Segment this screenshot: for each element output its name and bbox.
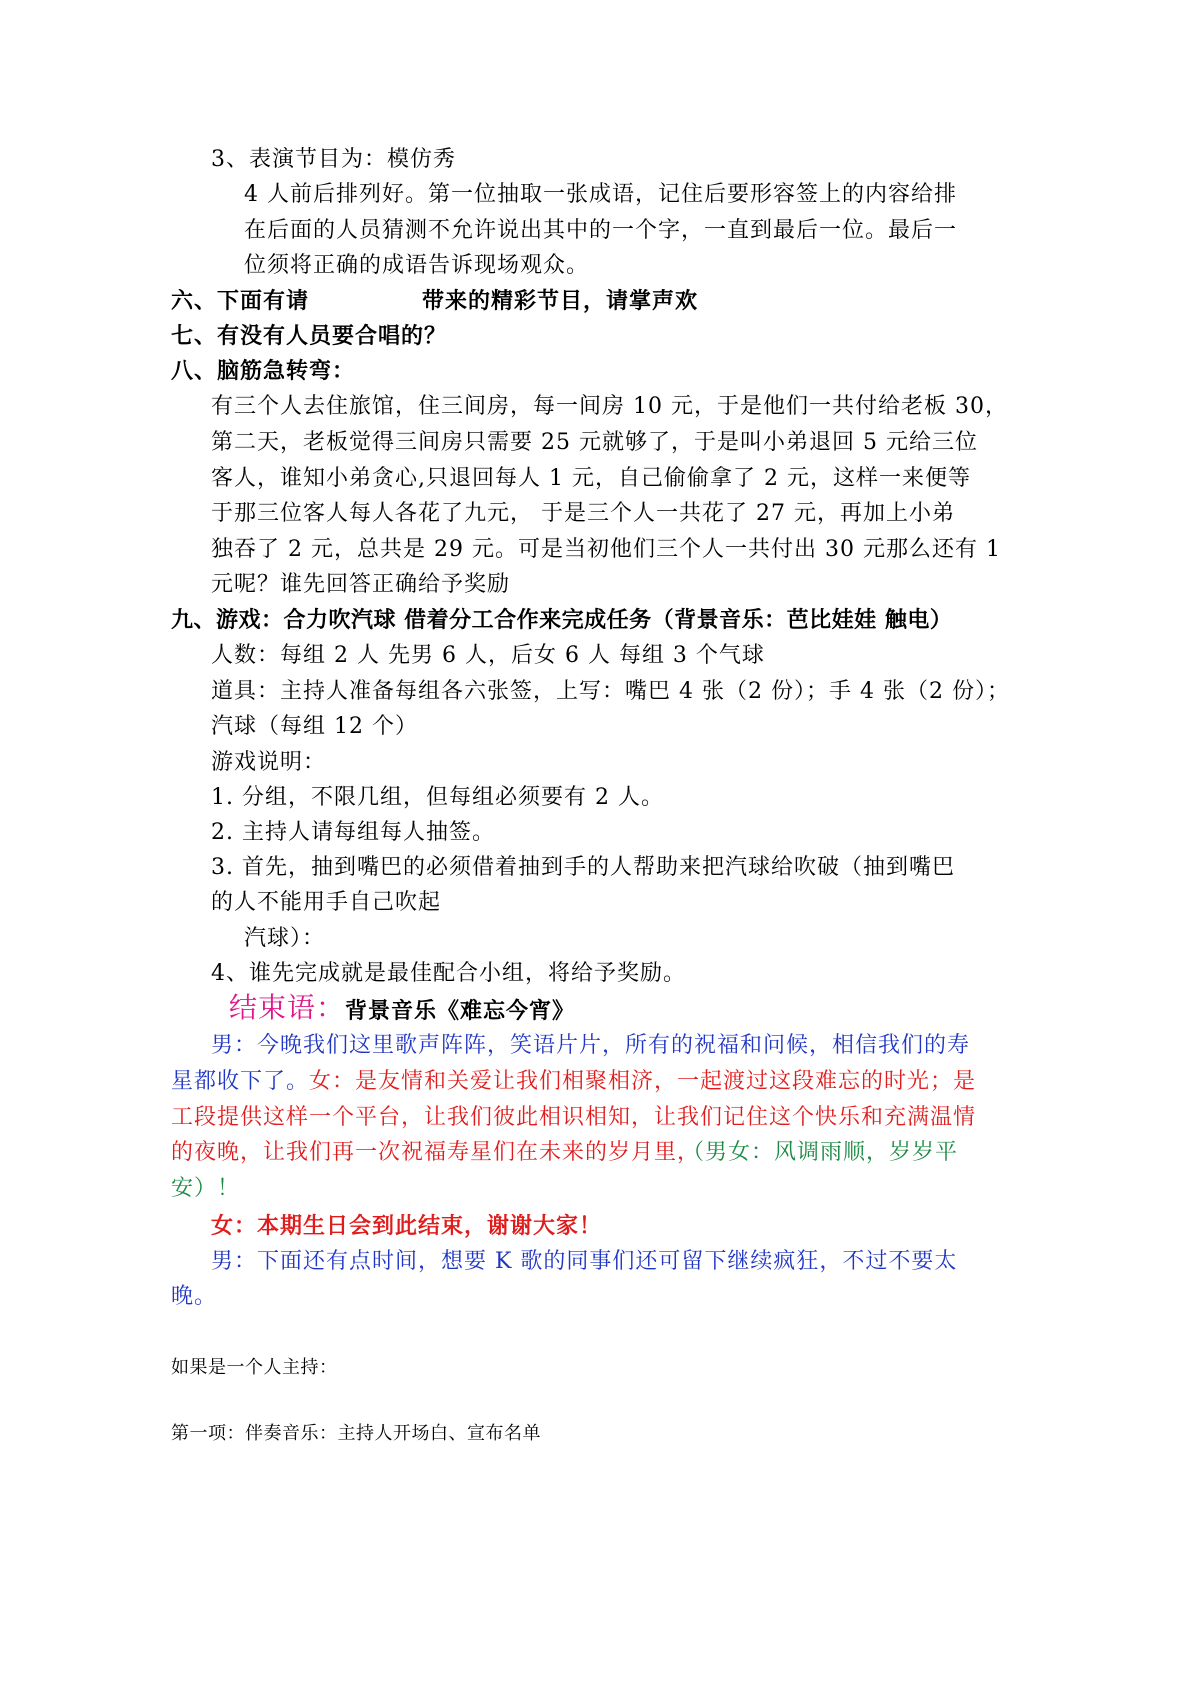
section-8-heading: 八、脑筋急转弯： [171,358,356,384]
riddle-line: 第二天，老板觉得三间房只需要 25 元就够了，于是叫小弟退回 5 元给三位 [211,430,978,455]
section-6-heading-cont: 带来的精彩节目，请掌声欢 [422,288,699,314]
riddle-line: 独吞了 2 元，总共是 29 元。可是当初他们三个人一共付出 30 元那么还有 1 [211,537,1001,562]
game-rule-1: 1. 分组，不限几组，但每组必须要有 2 人。 [211,785,664,810]
section-9-heading: 九、游戏：合力吹汽球 借着分工合作来完成任务（背景音乐：芭比娃娃 触电） [171,607,953,633]
closing-title: 结束语： [229,991,346,1024]
game-rule-3-cont: 的人不能用手自己吹起 [211,890,442,915]
solo-host-item-1: 第一项：伴奏音乐：主持人开场白、宣布名单 [171,1423,541,1444]
section-6-heading: 六、下面有请 [171,288,310,314]
game-rule-4: 4、谁先完成就是最佳配合小组，将给予奖励。 [211,961,686,986]
female-line-1-cont: 工段提供这样一个平台，让我们彼此相识相知，让我们记住这个快乐和充满温情 [171,1105,977,1130]
closing-music: 背景音乐《难忘今宵》 [345,998,576,1024]
riddle-line: 元呢？谁先回答正确给予奖励 [211,572,511,597]
together-line-cont: 安）！ [171,1176,241,1201]
riddle-line: 客人，谁知小弟贪心,只退回每人 1 元，自己偷偷拿了 2 元，这样一来便等 [211,466,971,491]
item3-line-3: 位须将正确的成语告诉现场观众。 [244,253,590,278]
female-line-1-end: 的夜晚，让我们再一次祝福寿星们在未来的岁月里， [171,1140,701,1165]
game-rule-3-end: 汽球）： [244,926,326,951]
section-7-heading: 七、有没有人员要合唱的？ [171,323,448,349]
game-props-line-1: 道具：主持人准备每组各六张签，上写：嘴巴 4 张（2 份）；手 4 张（2 份）； [211,679,1010,704]
item3-title: 3、表演节目为：模仿秀 [211,147,456,172]
game-people: 人数：每组 2 人 先男 6 人，后女 6 人 每组 3 个气球 [211,643,765,668]
game-rules-title: 游戏说明： [211,750,327,775]
together-line: （男女：风调雨顺，岁岁平 [682,1140,959,1165]
item3-line-1: 4 人前后排列好。第一位抽取一张成语，记住后要形容签上的内容给排 [244,182,957,207]
game-rule-3: 3. 首先，抽到嘴巴的必须借着抽到手的人帮助来把汽球给吹破（抽到嘴巴 [211,855,955,880]
solo-host-intro: 如果是一个人主持： [171,1357,338,1378]
item3-line-2: 在后面的人员猜测不允许说出其中的一个字，一直到最后一位。最后一 [244,218,958,243]
male-line-2: 男：下面还有点时间，想要 K 歌的同事们还可留下继续疯狂，不过不要太 [211,1249,958,1274]
game-props-line-2: 汽球（每组 12 个） [211,714,418,739]
female-line-2: 女：本期生日会到此结束，谢谢大家！ [211,1213,603,1239]
male-line-1-cont: 星都收下了。 [171,1069,310,1094]
male-line-2-cont: 晚。 [171,1284,218,1309]
riddle-line: 于那三位客人每人各花了九元， 于是三个人一共花了 27 元，再加上小弟 [211,501,955,526]
female-line-1: 女：是友情和关爱让我们相聚相济，一起渡过这段难忘的时光；是 [309,1069,977,1094]
game-rule-2: 2. 主持人请每组每人抽签。 [211,820,495,845]
riddle-line: 有三个人去住旅馆，住三间房，每一间房 10 元，于是他们一共付给老板 30， [211,394,1008,419]
male-line-1: 男：今晚我们这里歌声阵阵，笑语片片，所有的祝福和问候，相信我们的寿 [211,1033,971,1058]
